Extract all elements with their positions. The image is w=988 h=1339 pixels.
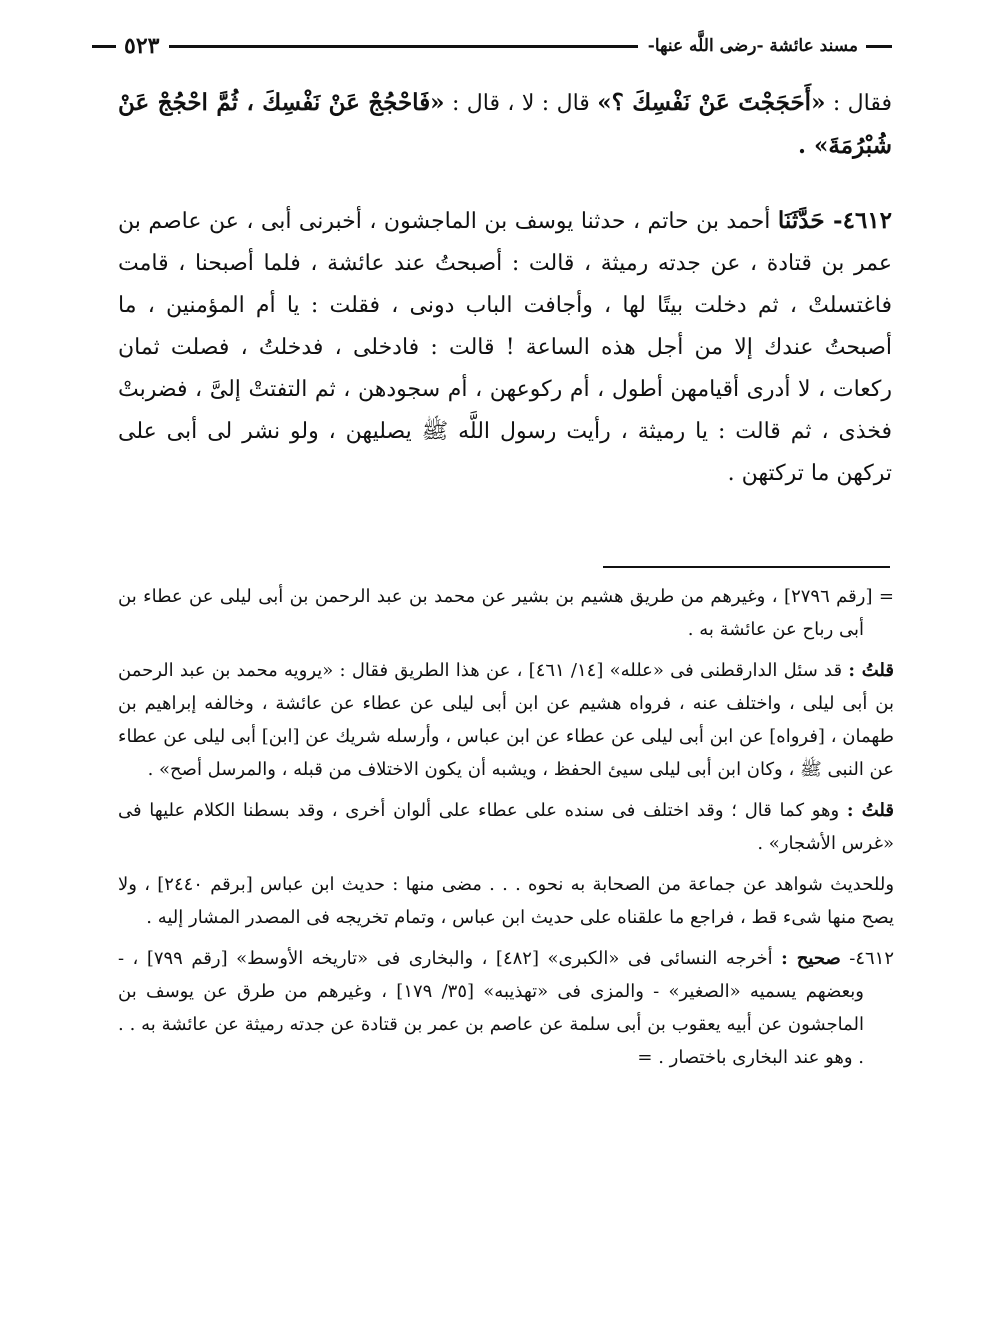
page-number: ٥٢٣	[124, 33, 160, 59]
footnote-qultu-2	[118, 794, 894, 860]
hadith-ending-paragraph	[118, 82, 892, 168]
footnote-text: قد سئل الدارقطنى فى «علله» [١٤/ ٤٦١] ، عن هذا الطريق فقال : «يرويه محمد بن عبد الرحمن بن أبى ليلى ، واختلف عنه ، فرواه هشيم عن ابن أبى ليلى عن عطاء عن عائشة ، وخالفه إبراهيم بن طهمان ، [فرواه] عن ابن أبى ليلى عن عطاء عن ابن عباس ، وأرسله شريك عن [ابن] أبى ليلى عن عطاء عن النبى ﷺ ، وكان ابن أبى ليلى سيئ الحفظ ، ويشبه أن يكون الاختلاف من قبله ، والمرسل أصح» .	[118, 660, 894, 780]
hadith-number: ٤٦١٢- حَدَّثَنَا	[777, 207, 893, 234]
footnote-continuation	[118, 580, 894, 646]
footnote-number: ٤٦١٢-	[849, 948, 894, 969]
hadith-4612	[118, 200, 892, 495]
footnotes	[118, 580, 894, 1082]
footnote-text: = [رقم ٢٧٩٦] ، وغيرهم من طريق هشيم بن بشير عن محمد بن عبد الرحمن بن أبى ليلى عن عطاء بن أبى رباح عن عائشة به .	[118, 586, 894, 640]
continuation-mark: =	[637, 1047, 653, 1068]
footnote-separator	[603, 566, 890, 568]
header-dash-right	[866, 45, 892, 48]
footnote-text: أخرجه النسائى فى «الكبرى» [٤٨٢] ، والبخارى فى «تاريخه الأوسط» [رقم ٧٩٩] ، - وبعضهم يسميه «الصغير» - والمزى فى «تهذيبه» [٣٥/ ١٧٩] ، وغيرهم من طرق عن يوسف بن الماجشون عن أبيه يعقوب بن أبى سلمة عن عاصم بن عمر بن قتادة عن جدته رميثة عن عائشة به . . . وهو عند البخارى باختصار .	[118, 948, 864, 1068]
footnote-shawahid	[118, 868, 894, 934]
running-title: مسند عائشة -رضى اللَّه عنها-	[647, 36, 858, 56]
footnote-text: وهو كما قال ؛ وقد اختلف فى سنده على عطاء على ألوان أخرى ، وقد بسطنا الكلام عليها فى «غرس الأشجار» .	[118, 800, 894, 854]
page-header	[92, 22, 892, 70]
hadith-text: قال : لا ، قال :	[451, 91, 590, 116]
header-rule	[169, 45, 637, 48]
footnote-label: صحيح :	[781, 948, 841, 969]
footnote-4612	[118, 942, 894, 1074]
prophet-quote: «أَحَجَجْتَ عَنْ نَفْسِكَ ؟»	[597, 89, 826, 116]
hadith-text: فقال :	[832, 91, 892, 116]
footnote-label: قلتُ :	[848, 660, 894, 681]
footnote-label: قلتُ :	[846, 800, 894, 821]
footnote-qultu-1	[118, 654, 894, 786]
footnote-text: وللحديث شواهد عن جماعة من الصحابة به نحوه . . . مضى منها : حديث ابن عباس [برقم ٢٤٤٠] ، ولا يصح منها شىء قط ، فراجع ما علقناه على حديث ابن عباس ، وتمام تخريجه فى المصدر المشار إليه .	[118, 874, 895, 928]
header-dash-left	[92, 45, 116, 48]
hadith-text: أحمد بن حاتم ، حدثنا يوسف بن الماجشون ، أخبرنى أبى ، عن عاصم بن عمر بن قتادة ، عن جدته رميثة ، قالت : أصبحتُ عند عائشة ، فلما أصبحنا ، قامت فاغتسلتْ ، ثم دخلت بيتًا لها ، وأجافت الباب دونى ، فقلت : يا أم المؤمنين ، ما أصبحتُ عندك إلا من أجل هذه الساعة ! قالت : فادخلى ، فدخلتُ ، فصلت ثمان ركعات ، لا أدرى أقيامهن أطول ، أم ركوعهن ، أم سجودهن ، ثم التفتتْ إلىَّ ، فضربتْ فخذى ، ثم قالت : يا رميثة ، رأيت رسول اللَّه ﷺ يصليهن ، ولو نشر لى أبى على تركهن ما تركتهن .	[118, 209, 892, 486]
prophet-quote: «فَاحْجُجْ عَنْ نَفْسِكَ ، ثُمَّ احْجُجْ عَنْ شُبْرُمَةَ» .	[118, 89, 892, 159]
